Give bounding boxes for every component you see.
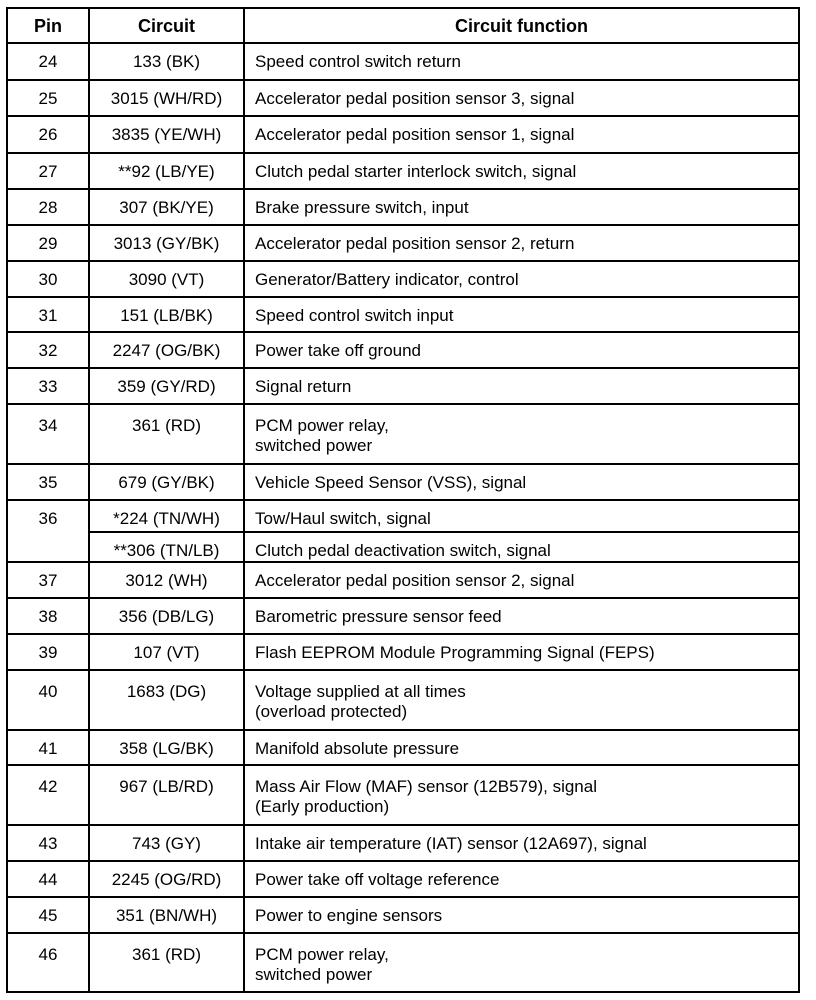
table-row <box>7 765 799 825</box>
pin-cell <box>7 933 89 992</box>
circuit-function: Voltage supplied at all times (overload protected) <box>255 682 466 721</box>
circuit-cell <box>89 730 244 765</box>
circuit-cell <box>89 670 244 730</box>
function-cell <box>244 116 799 153</box>
circuit-cell <box>89 404 244 464</box>
table-row <box>7 43 799 80</box>
pin-cell <box>7 368 89 404</box>
circuit-cell <box>89 116 244 153</box>
pin-circuit-table <box>6 7 800 993</box>
function-cell <box>244 153 799 189</box>
table-row <box>7 730 799 765</box>
circuit-id: 3012 (WH) <box>125 571 208 590</box>
pin-cell <box>7 897 89 933</box>
circuit-cell <box>89 598 244 634</box>
function-cell <box>244 730 799 765</box>
table-row <box>7 562 799 598</box>
circuit-id: 3015 (WH/RD) <box>110 89 223 108</box>
circuit-id: 3013 (GY/BK) <box>113 234 220 253</box>
circuit-function: Intake air temperature (IAT) sensor (12A697), signal <box>255 834 647 853</box>
pin-cell <box>7 670 89 730</box>
table-row <box>7 368 799 404</box>
pin-number: 40 <box>38 682 58 701</box>
function-cell <box>244 861 799 897</box>
circuit-id: 3835 (YE/WH) <box>111 125 222 144</box>
circuit-cell <box>89 532 244 562</box>
pin-number: 46 <box>38 945 58 964</box>
pin-cell <box>7 297 89 332</box>
pin-cell <box>7 80 89 116</box>
circuit-id: 351 (BN/WH) <box>115 906 218 925</box>
circuit-cell <box>89 43 244 80</box>
pin-cell <box>7 332 89 368</box>
function-cell <box>244 404 799 464</box>
circuit-id: 356 (DB/LG) <box>118 607 215 626</box>
function-cell <box>244 670 799 730</box>
circuit-id: 2247 (OG/BK) <box>112 341 221 360</box>
pin-number: 42 <box>38 777 58 796</box>
pin-cell <box>7 765 89 825</box>
circuit-cell <box>89 332 244 368</box>
table-row <box>7 500 799 532</box>
circuit-cell <box>89 153 244 189</box>
pin-cell <box>7 500 89 562</box>
pin-cell <box>7 598 89 634</box>
pin-cell <box>7 562 89 598</box>
function-cell <box>244 598 799 634</box>
pin-cell <box>7 189 89 225</box>
function-cell <box>244 80 799 116</box>
circuit-function: Signal return <box>255 377 352 396</box>
table-row <box>7 861 799 897</box>
function-cell <box>244 562 799 598</box>
pin-number: 45 <box>38 906 58 925</box>
function-cell <box>244 634 799 670</box>
circuit-cell <box>89 464 244 500</box>
table-row <box>7 297 799 332</box>
circuit-id: 359 (GY/RD) <box>117 377 216 396</box>
function-cell <box>244 189 799 225</box>
circuit-function: PCM power relay, switched power <box>255 416 389 455</box>
table-row <box>7 404 799 464</box>
pin-number: 43 <box>38 834 58 853</box>
pin-cell <box>7 116 89 153</box>
circuit-function: Accelerator pedal position sensor 2, return <box>255 234 575 253</box>
pin-cell <box>7 825 89 861</box>
function-cell <box>244 897 799 933</box>
function-cell <box>244 500 799 532</box>
circuit-function: Generator/Battery indicator, control <box>255 270 519 289</box>
pin-cell <box>7 225 89 261</box>
pin-cell <box>7 261 89 297</box>
header-row <box>7 8 799 43</box>
pin-number: 29 <box>38 234 58 253</box>
circuit-cell <box>89 189 244 225</box>
pin-number: 27 <box>38 162 58 181</box>
pin-number: 30 <box>38 270 58 289</box>
circuit-function: Vehicle Speed Sensor (VSS), signal <box>255 473 527 492</box>
pin-number: 34 <box>38 416 58 435</box>
circuit-id: 358 (LG/BK) <box>119 739 214 758</box>
pin-number: 33 <box>38 377 58 396</box>
pin-cell <box>7 404 89 464</box>
circuit-cell <box>89 634 244 670</box>
table-row <box>7 116 799 153</box>
circuit-id: 967 (LB/RD) <box>119 777 214 796</box>
pin-number: 32 <box>38 341 58 360</box>
pin-number: 31 <box>38 306 58 325</box>
pin-number: 36 <box>38 509 58 528</box>
pin-number: 35 <box>38 473 58 492</box>
circuit-id: 679 (GY/BK) <box>118 473 215 492</box>
circuit-function: PCM power relay, switched power <box>255 945 389 984</box>
table-row <box>7 189 799 225</box>
header-pin: Pin <box>7 8 89 43</box>
circuit-function: Accelerator pedal position sensor 2, signal <box>255 571 575 590</box>
table-row <box>7 464 799 500</box>
circuit-cell <box>89 933 244 992</box>
pin-number: 39 <box>38 643 58 662</box>
circuit-id: 133 (BK) <box>132 52 201 71</box>
header-circuit: Circuit <box>89 8 244 43</box>
circuit-id: 2245 (OG/RD) <box>111 870 222 889</box>
function-cell <box>244 43 799 80</box>
circuit-function: Power to engine sensors <box>255 906 443 925</box>
circuit-id: 151 (LB/BK) <box>120 306 213 325</box>
pin-cell <box>7 730 89 765</box>
circuit-cell <box>89 765 244 825</box>
circuit-function: Clutch pedal deactivation switch, signal <box>255 541 551 560</box>
table-row <box>7 670 799 730</box>
pin-number: 38 <box>38 607 58 626</box>
circuit-cell <box>89 297 244 332</box>
circuit-cell <box>89 562 244 598</box>
header-function: Circuit function <box>244 8 799 43</box>
circuit-function: Power take off voltage reference <box>255 870 500 889</box>
function-cell <box>244 464 799 500</box>
circuit-function: Manifold absolute pressure <box>255 739 460 758</box>
pin-number: 37 <box>38 571 58 590</box>
pin-number: 28 <box>38 198 58 217</box>
circuit-function: Flash EEPROM Module Programming Signal (FEPS) <box>255 643 655 662</box>
pin-cell <box>7 464 89 500</box>
table-row <box>7 598 799 634</box>
table-row <box>7 332 799 368</box>
circuit-cell <box>89 500 244 532</box>
table-row <box>7 532 799 562</box>
table-row <box>7 933 799 992</box>
table-body <box>7 43 799 992</box>
circuit-id: 3090 (VT) <box>128 270 205 289</box>
circuit-cell <box>89 261 244 297</box>
circuit-function: Mass Air Flow (MAF) sensor (12B579), signal (Early production) <box>255 777 597 816</box>
function-cell <box>244 933 799 992</box>
circuit-cell <box>89 825 244 861</box>
function-cell <box>244 225 799 261</box>
circuit-cell <box>89 368 244 404</box>
function-cell <box>244 532 799 562</box>
function-cell <box>244 825 799 861</box>
circuit-function: Power take off ground <box>255 341 422 360</box>
function-cell <box>244 261 799 297</box>
circuit-id: 743 (GY) <box>132 834 201 853</box>
circuit-cell <box>89 80 244 116</box>
circuit-id: 107 (VT) <box>133 643 200 662</box>
circuit-function: Brake pressure switch, input <box>255 198 469 217</box>
pin-cell <box>7 43 89 80</box>
circuit-function: Barometric pressure sensor feed <box>255 607 502 626</box>
circuit-function: Speed control switch return <box>255 52 461 71</box>
table-row <box>7 634 799 670</box>
circuit-function: Tow/Haul switch, signal <box>255 509 431 528</box>
pin-cell <box>7 153 89 189</box>
circuit-id: **306 (TN/LB) <box>113 541 220 560</box>
function-cell <box>244 765 799 825</box>
pin-number: 24 <box>38 52 58 71</box>
circuit-id: **92 (LB/YE) <box>118 162 215 181</box>
table-row <box>7 897 799 933</box>
pin-number: 26 <box>38 125 58 144</box>
pin-number: 44 <box>38 870 58 889</box>
table-row <box>7 261 799 297</box>
function-cell <box>244 368 799 404</box>
pin-cell <box>7 634 89 670</box>
table-row <box>7 80 799 116</box>
circuit-function: Speed control switch input <box>255 306 454 325</box>
circuit-cell <box>89 897 244 933</box>
circuit-function: Accelerator pedal position sensor 3, signal <box>255 89 575 108</box>
table-row <box>7 225 799 261</box>
pin-number: 41 <box>38 739 58 758</box>
circuit-id: 361 (RD) <box>132 416 201 435</box>
table-row <box>7 153 799 189</box>
pin-number: 25 <box>38 89 58 108</box>
circuit-cell <box>89 861 244 897</box>
circuit-id: 307 (BK/YE) <box>119 198 214 217</box>
circuit-id: 361 (RD) <box>132 945 201 964</box>
circuit-id: 1683 (DG) <box>126 682 207 701</box>
function-cell <box>244 297 799 332</box>
circuit-function: Clutch pedal starter interlock switch, signal <box>255 162 577 181</box>
circuit-id: *224 (TN/WH) <box>113 509 220 528</box>
function-cell <box>244 332 799 368</box>
table-row <box>7 825 799 861</box>
pin-cell <box>7 861 89 897</box>
circuit-cell <box>89 225 244 261</box>
circuit-function: Accelerator pedal position sensor 1, signal <box>255 125 575 144</box>
